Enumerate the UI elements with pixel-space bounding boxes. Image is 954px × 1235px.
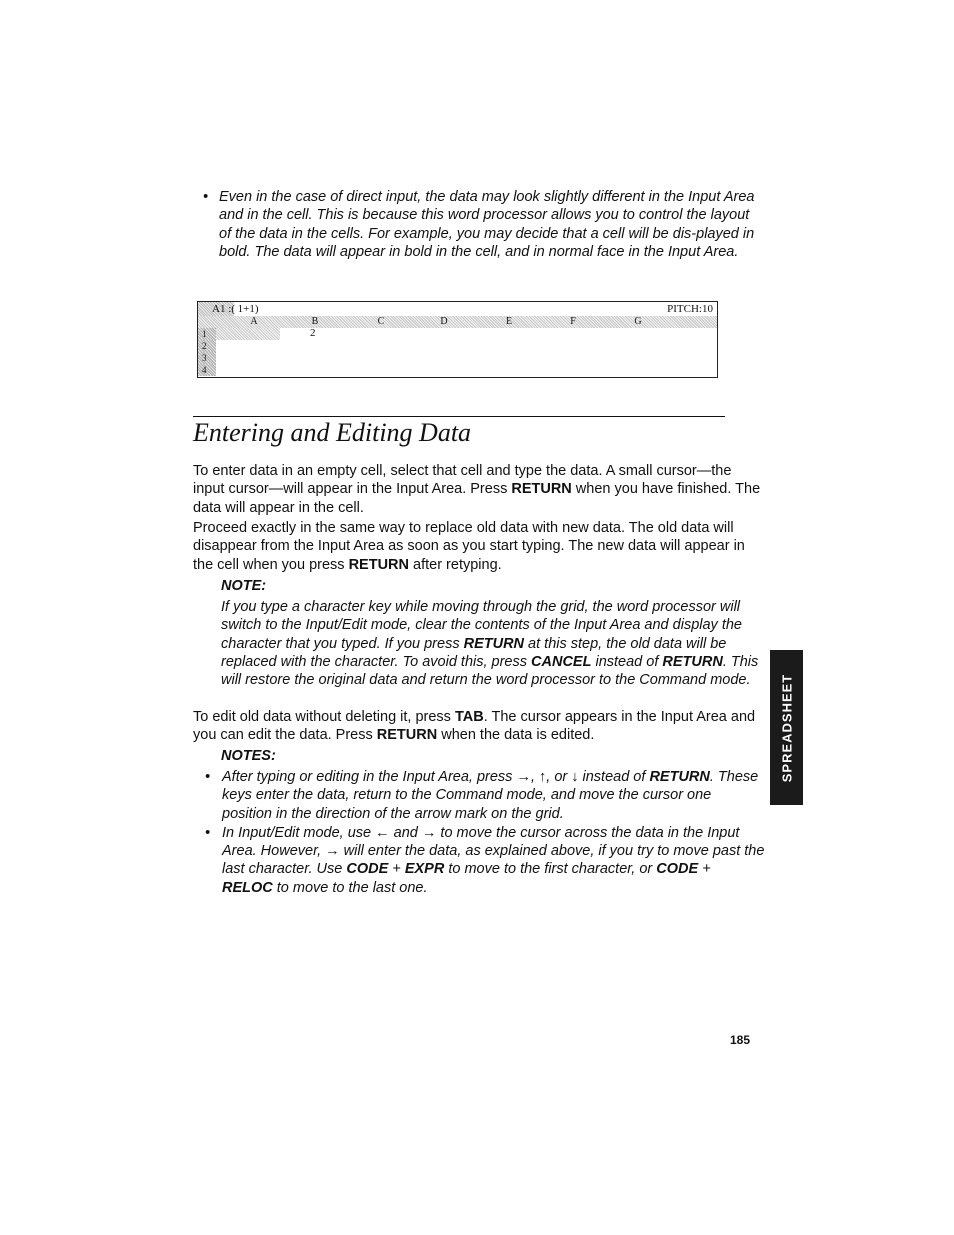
text: If you type a character key while moving through the grid, the word processor will switch to the Input/Edit mode, clear the contents of the Input Area and display the character that you typed. If you press [221,599,742,652]
bullet-marker: • [205,824,211,841]
paragraph-edit-data [193,708,763,745]
row-header: 4 [198,364,216,376]
note-label: NOTE: [221,578,267,594]
row-header: 1 [198,328,216,340]
key-name: RETURN [348,556,409,573]
list-item [205,768,765,823]
key-name: RELOC [222,879,273,896]
text: To enter data in an empty cell, select that cell and type the data. A small cursor—the input cursor—will appear in the Input Area. Press [193,463,732,498]
key-name: CANCEL [531,653,592,670]
text: after retyping. [408,556,502,573]
column-header: D [440,316,448,327]
text: to move to the first character, or [444,861,657,878]
bullet-marker: • [205,769,211,785]
section-tab-label: SPREADSHEET [779,673,794,782]
intro-bullet-text: Even in the case of direct input, the data may look slightly different in the Input Area and in the cell. This is because this word processor allows you to control the layout of the data in the cells. For example, you may decide that a cell will be dis-played in bold. The data will appear in bold in the cell, and in normal face in the Input Area. [219,189,755,260]
text: when you have finished. The data will appear in the cell. [193,481,761,516]
text: + [388,861,405,878]
cell-value: 2 [310,327,316,339]
list-item-text [222,768,765,823]
text: instead of [591,653,663,670]
text: . The cursor appears in the Input Area and you can edit the data. Press [193,709,756,744]
column-header-row [198,316,717,328]
notes-list [205,768,765,898]
spreadsheet-figure [197,301,718,378]
intro-bullet [203,188,763,261]
key-name: RETURN [511,481,572,498]
key-name: RETURN [376,727,438,744]
key-name: CODE [346,861,389,878]
text: to move to the last one. [272,879,428,896]
selected-cell [216,328,280,340]
column-header: B [311,316,319,327]
section-tab [770,650,803,805]
row-header: 2 [198,340,216,352]
key-name: RETURN [649,769,710,785]
notes-label: NOTES: [221,748,276,764]
input-area [198,302,717,316]
list-item-text [222,824,765,897]
section-heading: Entering and Editing Data [193,418,472,447]
pitch-indicator: PITCH:10 [667,303,713,315]
text: To edit old data without deleting it, press [193,709,455,725]
column-header: C [377,316,385,327]
column-header: F [570,316,576,327]
text: In Input/Edit mode, use ← and → to move the cursor across the data in the Input Area. However, → will enter the data, as explained above, if you try to move past the last character. Use [222,824,765,878]
text: After typing or editing in the Input Area, press →, ↑, or ↓ instead of [222,769,650,785]
page-number: 185 [730,1033,751,1047]
key-name: RETURN [463,635,525,652]
key-name: TAB [454,709,484,725]
row-header: 3 [198,352,216,364]
column-header: A [250,316,258,327]
paragraph-replace-data [193,519,763,574]
key-name: CODE [656,861,699,878]
bullet-marker: • [203,189,209,205]
text: Proceed exactly in the same way to replace old data with new data. The old data will disappear from the Input Area as soon as you start typing. The new data will appear in the cell when you press [193,520,745,573]
cell-reference: A1 :( 1+1) [212,303,259,315]
column-header: E [505,316,513,327]
paragraph-enter-data [193,462,763,517]
text: at this step, the old data will be replaced with the character. To avoid this, press [221,635,727,670]
text: + [698,861,711,878]
text: . These keys enter the data, return to the Command mode, and move the cursor one position in the direction of the arrow mark on the grid. [222,769,759,822]
text: when the data is edited. [437,727,595,744]
text: . This will restore the original data and return the word processor to the Command mode. [221,653,759,689]
list-item [205,824,765,897]
key-name: RETURN [662,653,723,670]
column-header: G [634,316,642,327]
note-text [221,598,766,689]
key-name: EXPR [404,861,445,878]
